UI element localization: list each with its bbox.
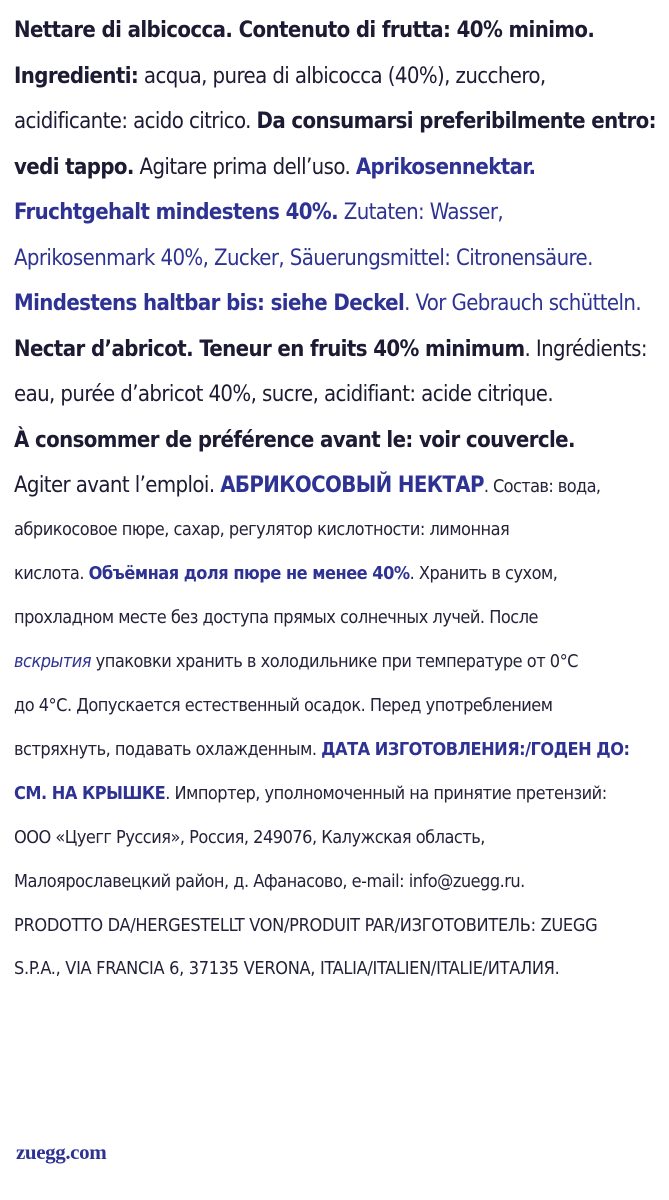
shake-it: Agitare prima dell’uso. — [133, 154, 356, 180]
website-link: zuegg.com — [16, 1140, 107, 1164]
shake-fr: Agiter avant l’emploi. — [14, 473, 221, 498]
label-line-15 — [14, 650, 659, 697]
product-name-ru: АБРИКОСОВЫЙ НЕКТАР — [220, 473, 484, 498]
russian-section — [14, 518, 659, 917]
production-date-ru: ДАТА ИЗГОТОВЛЕНИЯ:/ГОДЕН ДО: — [321, 738, 630, 760]
shake-de: . Vor Gebrauch schütteln. — [404, 291, 642, 316]
producer-address: S.P.A., VIA FRANCIA 6, 37135 VERONA, ITALIA/ITALIEN/ITALIE/ИТАЛИЯ. — [14, 957, 560, 979]
importer-address-ru: ООО «Цуегг Руссия», Россия, 249076, Калужская область, — [14, 826, 485, 848]
label-line-13 — [14, 562, 659, 609]
label-line-21 — [14, 914, 659, 960]
storage-ru: . Хранить в сухом, — [409, 562, 558, 584]
label-line-11 — [14, 475, 659, 521]
fridge-ru: упаковки хранить в холодильнике при температуре от 0°С — [91, 650, 578, 672]
label-line-12 — [14, 518, 659, 565]
ingredients-heading-it: Ingredienti: — [14, 63, 139, 89]
producer-heading: PRODOTTO DA/HERGESTELLT VON/PRODUIT PAR/ИЗГОТОВИТЕЛЬ: ZUEGG — [14, 914, 598, 936]
after-opening-ru: вскрытия — [14, 650, 91, 672]
storage-ru-cont: прохладном месте без доступа прямых солнечных лучей. После — [14, 606, 539, 628]
label-line-18 — [14, 782, 659, 829]
label-line-8 — [14, 336, 659, 385]
label-line-2 — [14, 63, 659, 112]
ingredients-heading-ru: . Состав: вода, — [483, 476, 601, 497]
label-line-4 — [14, 154, 659, 203]
best-before-de: Mindestens haltbar bis: siehe Deckel — [14, 291, 405, 316]
sediment-ru: до 4°С. Допускается естественный осадок. Перед употреблением — [14, 694, 553, 716]
best-before-fr: À consommer de préférence avant le: voir couvercle. — [14, 427, 575, 453]
serve-chilled-ru: встряхнуть, подавать охлажденным. — [14, 738, 322, 760]
italian-german-french-section — [14, 20, 659, 521]
ingredients-heading-fr: . Ingrédients: — [524, 336, 647, 362]
label-line-17 — [14, 738, 659, 785]
label-line-5 — [14, 202, 659, 248]
label-line-7 — [14, 293, 659, 339]
label-line-9 — [14, 384, 659, 430]
product-name-de: Aprikosennektar. — [355, 154, 536, 180]
label-line-16 — [14, 694, 659, 741]
label-line-19 — [14, 826, 659, 873]
label-line-6 — [14, 245, 659, 294]
best-before-it: Da consumarsi preferibilmente entro: — [256, 109, 656, 134]
label-line-1 — [14, 20, 659, 66]
ingredients-ru: абрикосовое пюре, сахар, регулятор кислотности: лимонная — [14, 518, 510, 540]
fruit-content-de: Fruchtgehalt mindestens 40%. — [14, 200, 339, 225]
importer-ru: . Импортер, уполномоченный на принятие претензий: — [165, 782, 607, 804]
label-line-14 — [14, 606, 659, 653]
see-cap-ru: СМ. НА КРЫШКЕ — [14, 782, 166, 804]
label-line-10 — [14, 427, 659, 476]
fruit-content-ru: Объёмная доля пюре не менее 40% — [88, 562, 410, 584]
producer-section — [14, 914, 659, 1003]
product-name-it: Nettare di albicocca. — [14, 18, 233, 43]
ingredients-it: acqua, purea di albicocca (40%), zucchero, — [138, 63, 546, 89]
label-line-3 — [14, 111, 659, 157]
label-line-22 — [14, 957, 659, 1003]
acid-ru: кислота. — [14, 562, 89, 584]
label-line-20 — [14, 870, 659, 917]
ingredients-fr: eau, purée d’abricot 40%, sucre, acidifiant: acide citrique. — [14, 382, 554, 407]
ingredients-de: Aprikosenmark 40%, Zucker, Säuerungsmittel: Citronensäure. — [14, 245, 593, 271]
fruit-content-it: Contenuto di frutta: 40% minimo. — [232, 18, 595, 43]
product-name-fr: Nectar d’abricot. Teneur en fruits 40% minimum — [14, 336, 525, 362]
ingredients-heading-de: Zutaten: Wasser, — [338, 200, 504, 225]
importer-email-ru: Малоярославецкий район, д. Афанасово, e-mail: info@zuegg.ru. — [14, 870, 525, 892]
acidifier-it: acidificante: acido citrico. — [14, 109, 257, 134]
see-cap-it: vedi tappo. — [14, 154, 134, 180]
